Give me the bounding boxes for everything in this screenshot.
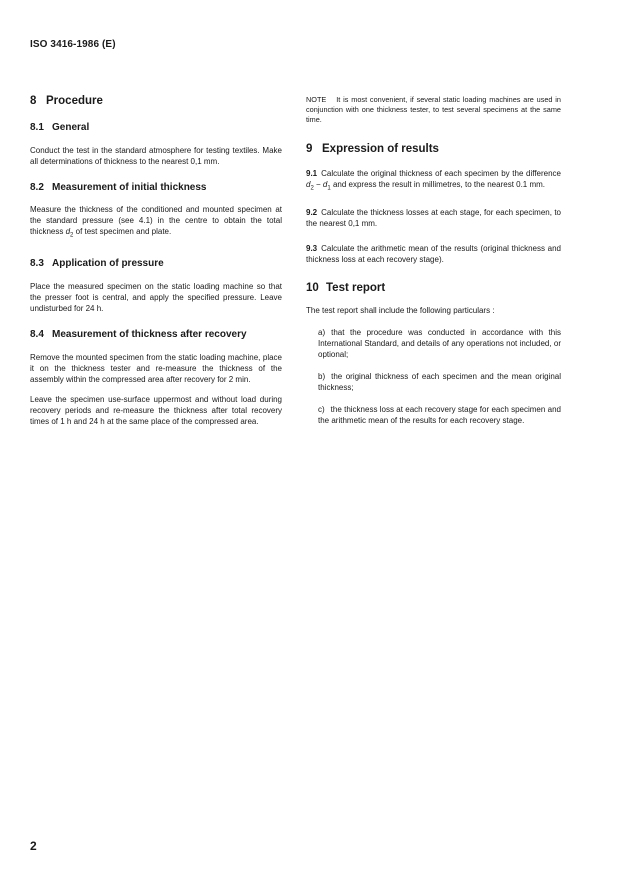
section-title: Application of pressure bbox=[52, 257, 164, 269]
body-text: of test specimen and plate. bbox=[73, 227, 172, 236]
body-text: Measure the thickness of the conditioned and mounted specimen at the standard pressure (see 4.1) in the centre to obtain the total thickness bbox=[30, 205, 282, 236]
body-text: Calculate the arithmetic mean of the results (original thickness and thickness loss at each recovery stage). bbox=[306, 243, 561, 264]
paragraph-number: 9.3 bbox=[306, 243, 318, 253]
list-item bbox=[318, 327, 561, 360]
page-number: 2 bbox=[30, 839, 37, 853]
body-text: Calculate the thickness losses at each stage, for each specimen, to the nearest 0,1 mm. bbox=[306, 207, 561, 228]
item-marker: c) bbox=[318, 404, 325, 414]
standard-header: ISO 3416-1986 (E) bbox=[30, 39, 116, 50]
section-8-1-heading bbox=[30, 122, 282, 133]
section-title: Procedure bbox=[46, 95, 103, 107]
section-8-4-body-1: Remove the mounted specimen from the static loading machine, place it on the thickness tester and re-measure the thickness of the assembly within the compressed area after recovery for 2 min. bbox=[30, 352, 282, 384]
section-9-heading bbox=[306, 143, 561, 155]
section-8-4-body-2: Leave the specimen use-surface uppermost and without load during recovery periods and re-measure the thickness after total recovery times of 1 h and 24 h at the same place of the compressed area. bbox=[30, 394, 282, 426]
variable: d bbox=[65, 227, 71, 236]
subscript: 2 bbox=[310, 185, 314, 192]
section-number: 8.4 bbox=[30, 328, 44, 340]
section-title: Test report bbox=[326, 281, 386, 294]
paragraph-9-2 bbox=[306, 207, 561, 229]
variable: d bbox=[306, 180, 311, 189]
section-8-4-heading bbox=[30, 329, 282, 340]
section-title: Measurement of initial thickness bbox=[52, 182, 207, 193]
list-item bbox=[318, 371, 561, 393]
note bbox=[306, 95, 561, 125]
section-number: 10 bbox=[306, 281, 319, 294]
section-number: 8.3 bbox=[30, 257, 44, 269]
section-number: 8.2 bbox=[30, 182, 44, 193]
section-8-3-body: Place the measured specimen on the static loading machine so that the presser foot is central, and apply the specified pressure. Leave undisturbed for 24 h. bbox=[30, 281, 282, 313]
section-title: Measurement of thickness after recovery bbox=[52, 328, 247, 340]
item-text: the thickness loss at each recovery stage for each specimen and the arithmetic mean of the results for each recovery stage. bbox=[318, 404, 561, 425]
section-8-2-heading bbox=[30, 182, 282, 193]
paragraph-9-1 bbox=[306, 168, 561, 195]
section-8-2-body bbox=[30, 204, 282, 242]
subscript: 1 bbox=[327, 185, 331, 192]
body-text: Calculate the original thickness of each specimen by the difference bbox=[321, 169, 561, 178]
section-10-heading bbox=[306, 282, 561, 294]
section-number: 8 bbox=[30, 95, 37, 107]
operator: − bbox=[313, 180, 323, 189]
section-8-1-body: Conduct the test in the standard atmosphere for testing textiles. Make all determinations of thickness to the nearest 0,1 mm. bbox=[30, 146, 282, 166]
list-item bbox=[318, 404, 561, 426]
section-title: Expression of results bbox=[322, 143, 439, 155]
section-title: General bbox=[52, 122, 90, 133]
subscript: 2 bbox=[70, 232, 74, 239]
right-column bbox=[306, 93, 561, 426]
section-8-heading bbox=[30, 95, 282, 107]
section-number: 8.1 bbox=[30, 122, 44, 133]
variable: d bbox=[322, 180, 328, 189]
item-marker: b) bbox=[318, 371, 326, 381]
paragraph-number: 9.2 bbox=[306, 207, 318, 217]
test-report-intro: The test report shall include the following particulars : bbox=[306, 305, 495, 315]
left-column bbox=[30, 93, 282, 427]
item-marker: a) bbox=[318, 327, 326, 337]
note-label: NOTE bbox=[306, 95, 327, 104]
section-number: 9 bbox=[306, 143, 313, 155]
item-text: the original thickness of each specimen and the mean original thickness; bbox=[318, 371, 561, 392]
paragraph-number: 9.1 bbox=[306, 169, 318, 178]
paragraph-9-3 bbox=[306, 243, 561, 265]
section-8-3-heading bbox=[30, 258, 282, 269]
body-text: and express the result in millimetres, to the nearest 0.1 mm. bbox=[330, 180, 546, 189]
note-text: It is most convenient, if several static loading machines are used in conjunction with one thickness tester, to test several specimens at the same time. bbox=[306, 95, 561, 124]
item-text: that the procedure was conducted in accordance with this International Standard, and details of any operations not included, or optional; bbox=[318, 327, 561, 359]
